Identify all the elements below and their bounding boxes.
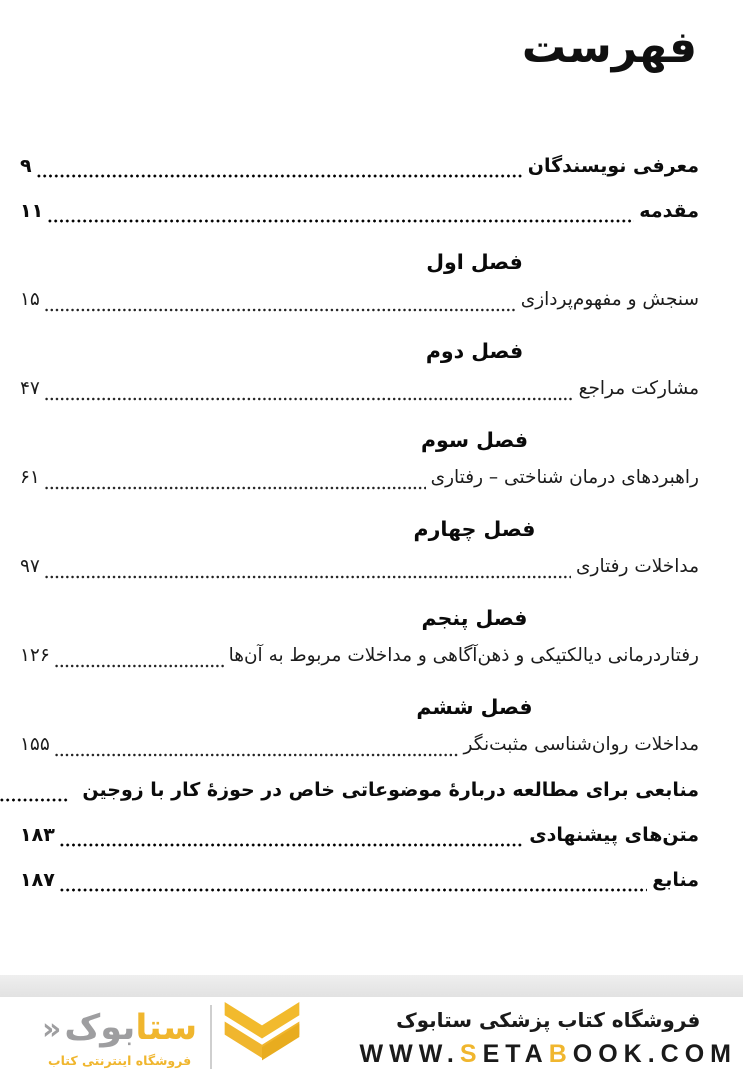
wordmark-gray-part: بوک bbox=[64, 1007, 136, 1048]
chapter-heading-5: فصل پنجم bbox=[421, 606, 528, 630]
toc-entry-page: ۱۵۵ bbox=[20, 734, 50, 755]
dotted-leader bbox=[36, 173, 523, 179]
toc-entry-title: رفتاردرمانی دیالکتیکی و ذهن‌آگاهی و مداخلات مربوط به آن‌ها bbox=[228, 645, 699, 666]
dotted-leader bbox=[47, 218, 634, 224]
dotted-leader bbox=[0, 797, 70, 803]
footer bbox=[0, 997, 743, 1080]
toc-entry-title: راهبردهای درمان شناختی – رفتاری bbox=[430, 467, 699, 488]
toc-entry-title: مداخلات رفتاری bbox=[576, 556, 699, 577]
toc-entry-chapter5 bbox=[20, 645, 699, 675]
store-name-text: فروشگاه کتاب پزشکی ستابوک bbox=[396, 1008, 701, 1032]
dotted-leader bbox=[59, 887, 647, 893]
chapter-heading-2: فصل دوم bbox=[425, 339, 524, 363]
url-segment-gold: B bbox=[548, 1040, 573, 1068]
footer-store-info bbox=[360, 1005, 737, 1071]
logo-divider bbox=[210, 1005, 212, 1069]
wordmark-gold-part: ستا bbox=[135, 1007, 198, 1048]
toc-entry-introduction bbox=[20, 200, 699, 230]
setabook-chevron-icon bbox=[223, 1002, 301, 1072]
toc-entry-page: ۱۸۷ bbox=[20, 869, 55, 891]
toc-entry-page: ۹۷ bbox=[20, 556, 40, 577]
toc-entry-page: ۱۸۳ bbox=[20, 824, 55, 846]
toc-entry-page: ۹ bbox=[20, 155, 32, 177]
toc-entry-suggested-texts bbox=[20, 824, 699, 854]
setabook-logo bbox=[42, 1002, 301, 1072]
chapter-heading-6: فصل ششم bbox=[416, 695, 533, 719]
toc-entry-chapter6 bbox=[20, 734, 699, 764]
chapter-heading-3: فصل سوم bbox=[420, 428, 529, 452]
toc-entry-title: متن‌های پیشنهادی bbox=[529, 824, 699, 846]
toc-entry-title: معرفی نویسندگان bbox=[527, 155, 699, 177]
url-segment: ETA bbox=[482, 1040, 549, 1068]
footer-separator-band bbox=[0, 975, 743, 997]
toc-entry-further-reading bbox=[20, 779, 699, 809]
toc-entry-title: مداخلات روان‌شناسی مثبت‌نگر bbox=[463, 734, 699, 755]
dotted-leader bbox=[54, 752, 459, 758]
table-of-contents bbox=[20, 155, 699, 914]
website-url bbox=[360, 1037, 737, 1071]
toc-entry-title: سنجش و مفهوم‌پردازی bbox=[520, 289, 699, 310]
logo-wordmark-block bbox=[42, 1007, 197, 1068]
page-title: فهرست bbox=[521, 22, 697, 73]
toc-entry-chapter3 bbox=[20, 467, 699, 497]
url-segment: OOK.COM bbox=[572, 1040, 737, 1068]
toc-entry-title: مشارکت مراجع bbox=[578, 378, 699, 399]
dotted-leader bbox=[44, 396, 574, 402]
logo-wordmark bbox=[42, 1007, 197, 1051]
toc-entry-chapter4 bbox=[20, 556, 699, 586]
toc-entry-page: ۴۷ bbox=[20, 378, 40, 399]
dotted-leader bbox=[44, 485, 426, 491]
chapter-heading-4: فصل چهارم bbox=[413, 517, 536, 541]
toc-entry-authors bbox=[20, 155, 699, 185]
toc-entry-page: ۶۱ bbox=[20, 467, 40, 488]
toc-entry-chapter2 bbox=[20, 378, 699, 408]
dotted-leader bbox=[44, 307, 516, 313]
dotted-leader bbox=[59, 842, 524, 848]
url-segment: WWW. bbox=[359, 1040, 460, 1068]
toc-entry-page: ۱۵ bbox=[20, 289, 40, 310]
toc-entry-chapter1 bbox=[20, 289, 699, 319]
toc-entry-title: منابعی برای مطالعه دربارهٔ موضوعاتی خاص در حوزهٔ کار با زوجین bbox=[82, 779, 699, 801]
logo-tagline: فروشگاه اینترنتی کتاب bbox=[48, 1052, 192, 1068]
toc-entry-title: مقدمه bbox=[639, 200, 699, 222]
toc-entry-title: منابع bbox=[652, 869, 699, 891]
chapter-heading-1: فصل اول bbox=[426, 250, 523, 274]
toc-entry-page: ۱۲۶ bbox=[20, 645, 50, 666]
toc-entry-page: ۱۱ bbox=[20, 200, 44, 222]
dotted-leader bbox=[54, 663, 224, 669]
guillemet-mark: « bbox=[42, 1011, 62, 1047]
toc-entry-references bbox=[20, 869, 699, 899]
url-segment-gold: S bbox=[459, 1040, 483, 1068]
dotted-leader bbox=[44, 574, 571, 580]
